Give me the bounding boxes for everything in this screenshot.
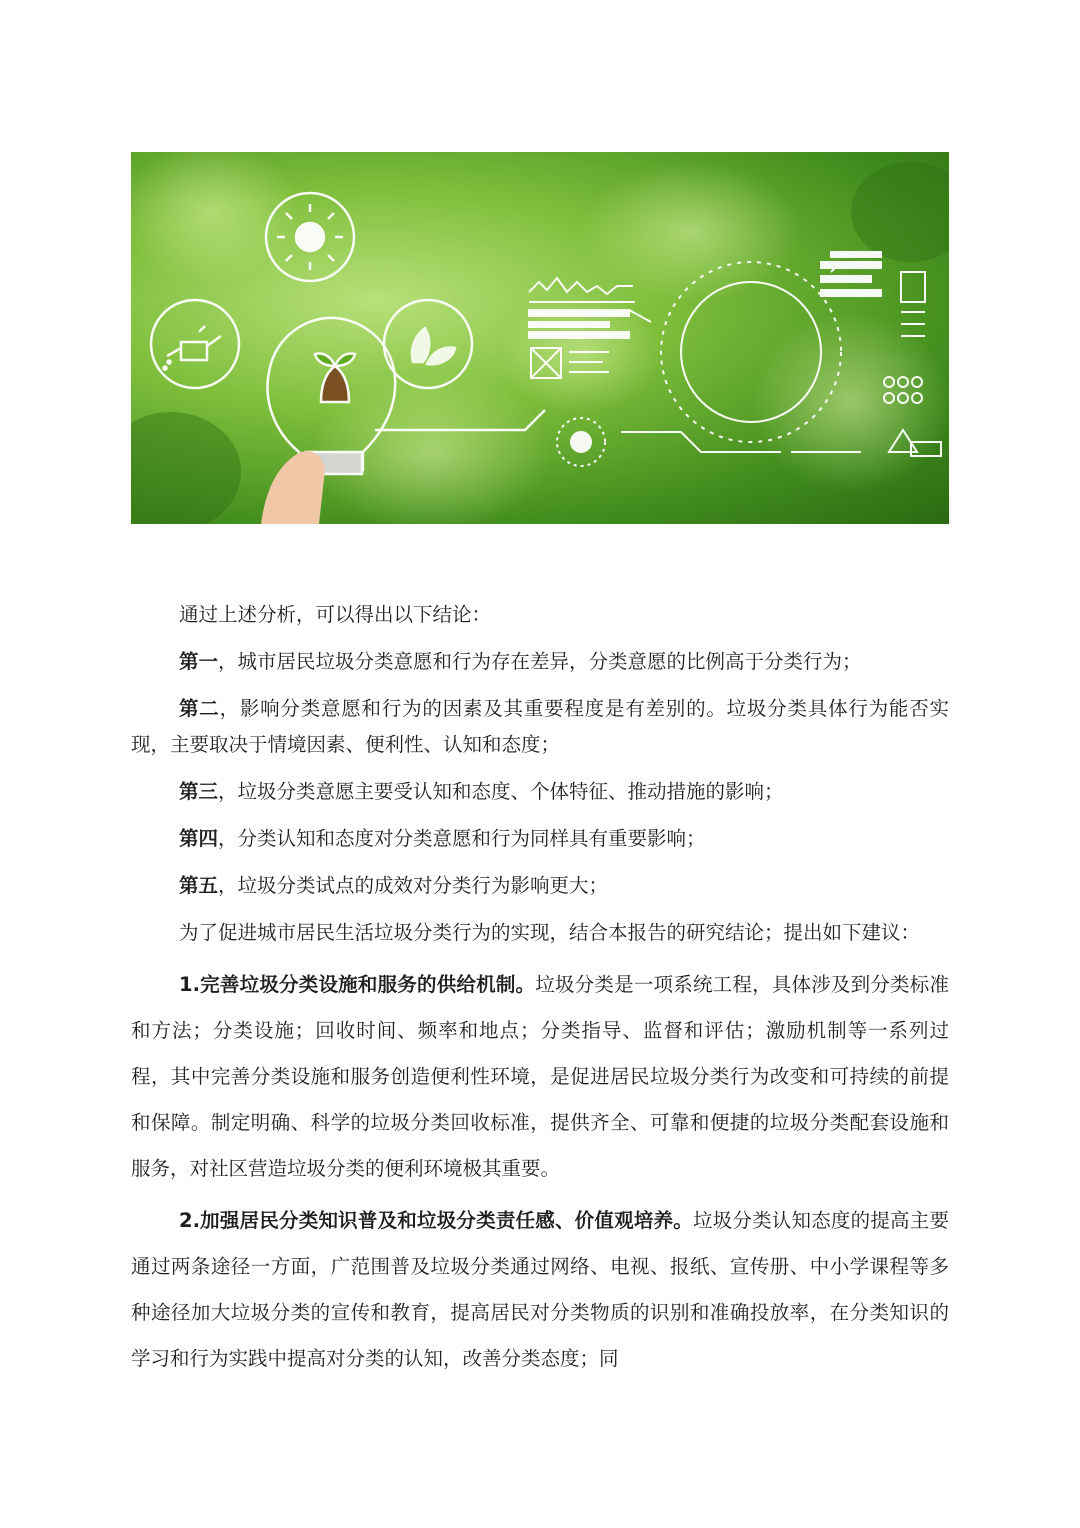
conclusion-text: ，分类认知和态度对分类意愿和行为同样具有重要影响；	[218, 827, 706, 850]
conclusion-item	[131, 691, 949, 763]
suggestion-item	[131, 962, 949, 1192]
watering-can-icon	[151, 300, 239, 388]
hand	[261, 451, 325, 524]
hero-image	[131, 152, 949, 524]
suggestion-heading: 2.加强居民分类知识普及和垃圾分类责任感、价值观培养。	[179, 1209, 693, 1232]
conclusion-label: 第一	[179, 650, 219, 673]
sun-icon	[266, 193, 354, 281]
conclusion-text: ，垃圾分类意愿主要受认知和态度、个体特征、推动措施的影响；	[218, 780, 784, 803]
conclusion-text: ，城市居民垃圾分类意愿和行为存在差异，分类意愿的比例高于分类行为；	[218, 650, 862, 673]
suggestion-text: 垃圾分类是一项系统工程，具体涉及到分类标准和方法；分类设施；回收时间、频率和地点；分类指导、监督和评估；激励机制等一系列过程，其中完善分类设施和服务创造便利性环境，是促进居民垃圾分类行为改变和可持续的前提和保障。制定明确、科学的垃圾分类回收标准，提供齐全、可靠和便捷的垃圾分类配套设施和服务，对社区营造垃圾分类的便利环境极其重要。	[131, 973, 949, 1180]
conclusion-item	[131, 774, 949, 810]
conclusion-item	[131, 868, 949, 904]
conclusion-label: 第五	[179, 874, 219, 897]
conclusion-item	[131, 821, 949, 857]
suggestion-item	[131, 1198, 949, 1382]
suggestion-text: 垃圾分类认知态度的提高主要通过两条途径一方面，广范围普及垃圾分类通过网络、电视、报纸、宣传册、中小学课程等多种途径加大垃圾分类的宣传和教育，提高居民对分类物质的识别和准确投放率，在分类知识的学习和行为实践中提高对分类的认知，改善分类态度；同	[131, 1209, 949, 1370]
conclusion-text: ，垃圾分类试点的成效对分类行为影响更大；	[218, 874, 609, 897]
intro-paragraph: 通过上述分析，可以得出以下结论：	[179, 603, 492, 626]
suggestion-heading: 1.完善垃圾分类设施和服务的供给机制。	[179, 973, 536, 996]
article-body	[131, 597, 949, 1388]
transition-paragraph: 为了促进城市居民生活垃圾分类行为的实现，结合本报告的研究结论；提出如下建议：	[179, 921, 921, 944]
conclusion-label: 第三	[179, 780, 219, 803]
conclusion-item	[131, 644, 949, 680]
hero-illustration	[131, 152, 949, 524]
conclusion-text: ，影响分类意愿和行为的因素及其重要程度是有差别的。垃圾分类具体行为能否实现，主要取决于情境因素、便利性、认知和态度；	[131, 697, 949, 756]
conclusion-label: 第二	[179, 697, 220, 720]
conclusion-label: 第四	[179, 827, 219, 850]
